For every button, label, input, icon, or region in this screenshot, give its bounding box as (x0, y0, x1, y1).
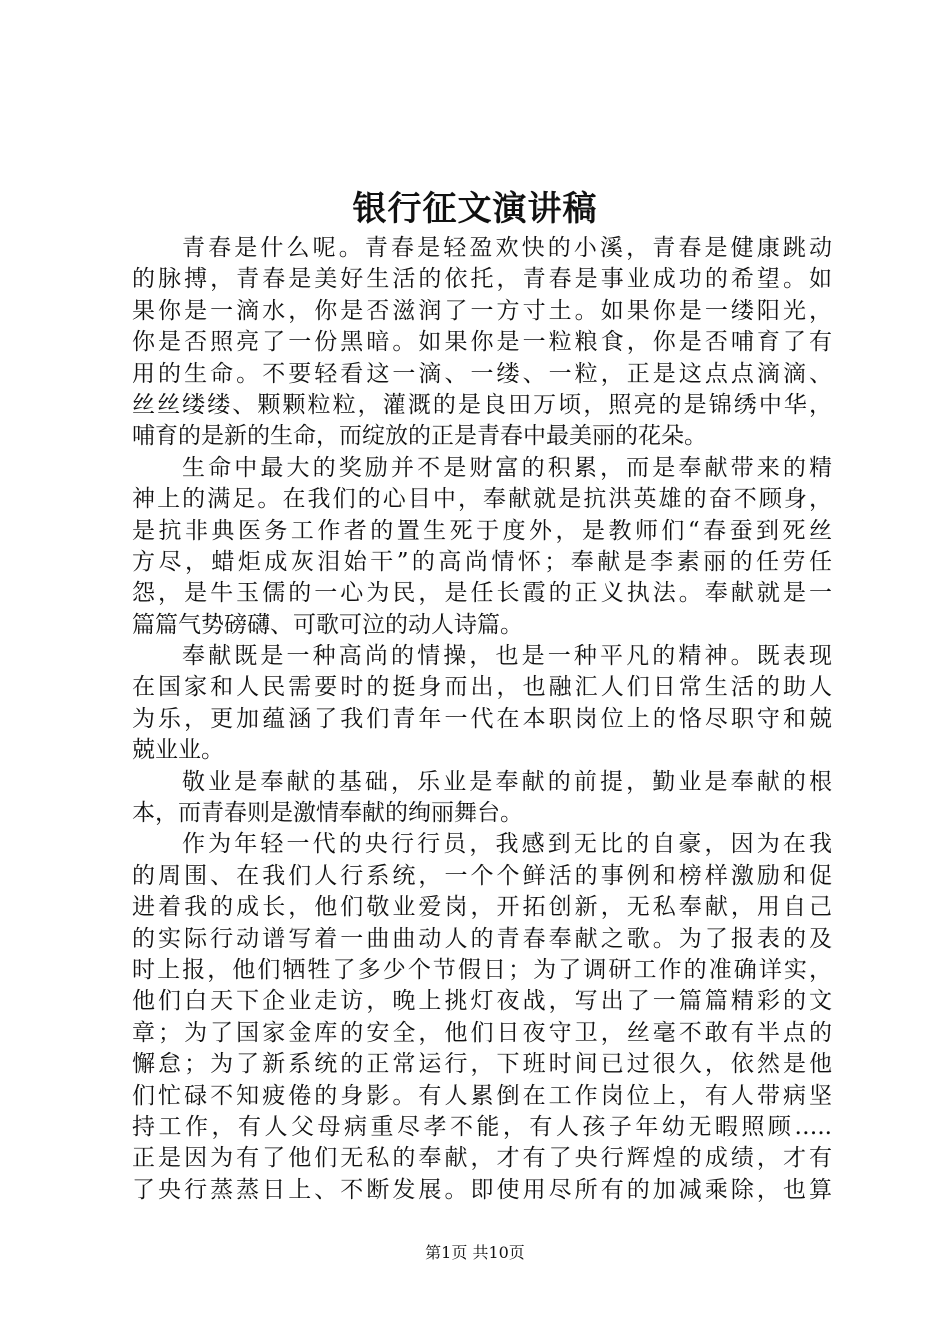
text-line: 奉献既是一种高尚的情操，也是一种平凡的精神。既表现 (182, 643, 832, 670)
text-line: 持工作，有人父母病重尽孝不能，有人孩子年幼无暇照顾….. (132, 1113, 832, 1140)
text-line: 作为年轻一代的央行行员，我感到无比的自豪，因为在我 (182, 831, 832, 858)
text-line: 本，而青春则是激情奉献的绚丽舞台。 (132, 800, 523, 827)
text-line: 青春是什么呢。青春是轻盈欢快的小溪，青春是健康跳动 (182, 235, 832, 261)
text-line: 章；为了国家金库的安全，他们日夜守卫，丝毫不敢有半点的 (132, 1019, 832, 1046)
text-line: 进着我的成长，他们敬业爱岗，开拓创新，无私奉献，用自己 (132, 894, 832, 921)
text-line: 的脉搏，青春是美好生活的依托，青春是事业成功的希望。如 (132, 266, 832, 293)
text-line: 们忙碌不知疲倦的身影。有人累倒在工作岗位上，有人带病坚 (132, 1082, 832, 1109)
text-line: 丝丝缕缕、颗颗粒粒，灌溉的是良田万顷，照亮的是锦绣中华， (132, 391, 832, 418)
text-line: 正是因为有了他们无私的奉献，才有了央行辉煌的成绩，才有 (132, 1145, 832, 1172)
text-line: 是抗非典医务工作者的置生死于度外，是教师们“春蚕到死丝 (132, 517, 832, 544)
text-line: 哺育的是新的生命，而绽放的正是青春中最美丽的花朵。 (132, 423, 707, 450)
text-line: 他们白天下企业走访，晚上挑灯夜战，写出了一篇篇精彩的文 (132, 988, 832, 1015)
text-line: 方尽，蜡炬成灰泪始干”的高尚情怀；奉献是李素丽的任劳任 (132, 548, 832, 575)
text-line: 敬业是奉献的基础，乐业是奉献的前提，勤业是奉献的根 (182, 768, 832, 795)
text-line: 兢业业。 (132, 737, 224, 764)
text-line: 怨，是牛玉儒的一心为民，是任长霞的正义执法。奉献就是一 (132, 580, 832, 607)
text-line: 懈怠；为了新系统的正常运行，下班时间已过很久，依然是他 (132, 1051, 832, 1078)
text-line: 了央行蒸蒸日上、不断发展。即使用尽所有的加减乘除，也算 (132, 1176, 832, 1203)
document-body (132, 233, 832, 1206)
text-line: 神上的满足。在我们的心目中，奉献就是抗洪英雄的奋不顾身， (132, 486, 832, 513)
text-line: 篇篇气势磅礴、可歌可泣的动人诗篇。 (132, 611, 523, 638)
text-line: 的实际行动谱写着一曲曲动人的青春奉献之歌。为了报表的及 (132, 925, 832, 952)
text-line: 的周围、在我们人行系统，一个个鲜活的事例和榜样激励和促 (132, 862, 832, 889)
text-line: 用的生命。不要轻看这一滴、一缕、一粒，正是这点点滴滴、 (132, 360, 832, 387)
text-line: 果你是一滴水，你是否滋润了一方寸土。如果你是一缕阳光， (132, 297, 832, 324)
page-number-footer: 第1页 共10页 (425, 1243, 525, 1262)
text-line: 为乐，更加蕴涵了我们青年一代在本职岗位上的恪尽职守和兢 (132, 705, 832, 732)
document-title: 银行征文演讲稿 (352, 189, 598, 229)
text-line: 时上报，他们牺牲了多少个节假日；为了调研工作的准确详实， (132, 956, 832, 983)
text-line: 你是否照亮了一份黑暗。如果你是一粒粮食，你是否哺育了有 (132, 329, 832, 356)
text-line: 在国家和人民需要时的挺身而出，也融汇人们日常生活的助人 (132, 674, 832, 701)
text-line: 生命中最大的奖励并不是财富的积累，而是奉献带来的精 (182, 454, 832, 481)
